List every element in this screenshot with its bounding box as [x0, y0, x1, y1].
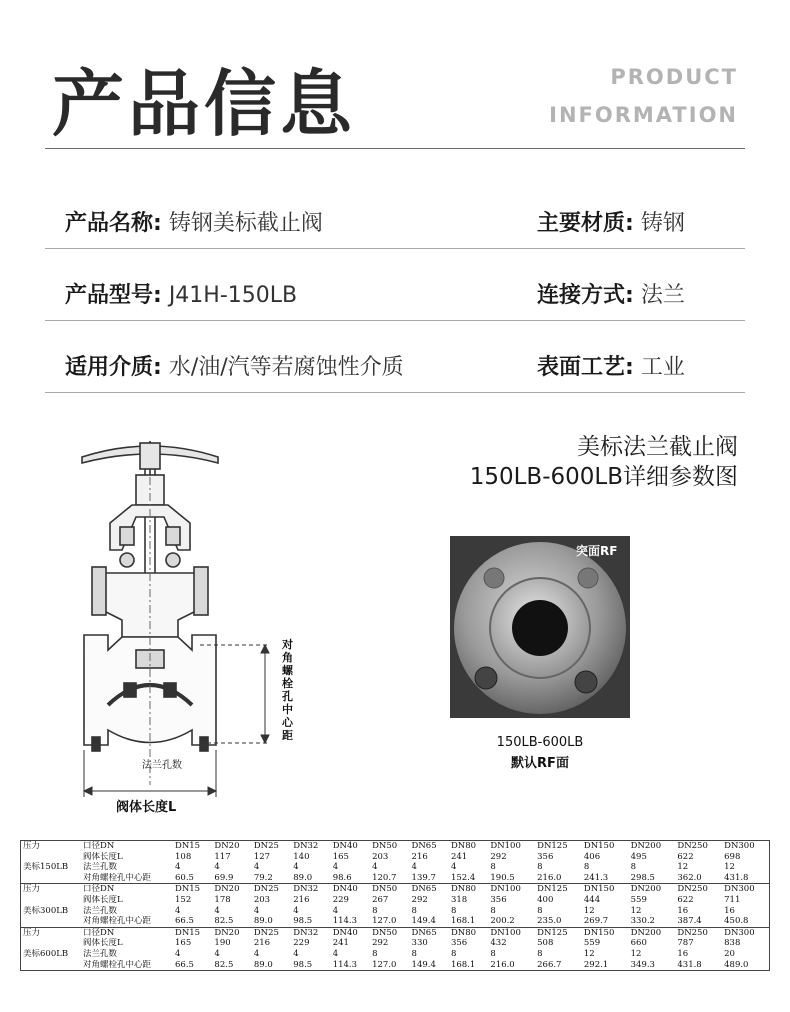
- table-cell: DN65: [410, 884, 449, 895]
- table-cell: 292.1: [583, 959, 609, 970]
- row-label-cell: 口径DN: [81, 927, 173, 938]
- pressure-class-cell: 美标600LB: [23, 948, 69, 959]
- table-cell: 16: [677, 948, 689, 959]
- material-label: 主要材质:: [537, 211, 634, 236]
- table-cell: 4: [332, 948, 339, 959]
- table-cell: 489.0: [724, 959, 749, 970]
- table-cell: 8: [630, 862, 637, 873]
- table-cell: 98.5: [293, 916, 313, 927]
- medium-value: 水/油/汽等若腐蚀性介质: [168, 355, 404, 380]
- table-row: [21, 852, 769, 863]
- table-cell: DN32: [291, 884, 330, 895]
- table-cell: DN125: [537, 841, 568, 851]
- table-cell: 444: [583, 894, 601, 905]
- table-cell: 12: [630, 948, 642, 959]
- table-cell: 330.2: [630, 916, 655, 927]
- table-cell: 8: [537, 862, 543, 873]
- table-cell: 79.2: [253, 872, 273, 883]
- table-row: [21, 927, 769, 938]
- table-cell: 406: [583, 851, 601, 862]
- dimension-label-holes: 法兰孔数: [142, 760, 182, 771]
- table-cell: 216: [253, 938, 271, 949]
- table-row: [21, 862, 769, 873]
- table-cell: DN25: [253, 841, 279, 851]
- table-row: [21, 841, 769, 852]
- row-label-cell: 口径DN: [81, 884, 173, 895]
- pressure-header-cell: 压力: [21, 927, 81, 938]
- table-cell: 127.0: [372, 916, 397, 927]
- table-cell: 838: [724, 938, 741, 949]
- table-row: [21, 949, 769, 960]
- model-label: 产品型号:: [65, 283, 162, 308]
- table-cell: 89.0: [253, 916, 273, 927]
- page-title: 产品信息: [52, 62, 357, 146]
- table-cell: DN25: [252, 884, 291, 895]
- table-cell: DN40: [331, 927, 370, 938]
- table-cell: DN15: [173, 927, 212, 938]
- table-cell: 108: [175, 851, 192, 862]
- product-name-value: 铸钢美标截止阀: [168, 211, 323, 236]
- surface-label: 表面工艺:: [537, 355, 634, 380]
- table-row: [21, 884, 769, 895]
- table-cell: DN300: [722, 927, 769, 938]
- table-cell: 787: [677, 938, 694, 949]
- table-cell: 12: [677, 862, 689, 873]
- table-cell: 114.3: [332, 916, 358, 927]
- table-row: [21, 906, 769, 917]
- table-cell: 16: [677, 905, 689, 916]
- table-cell: 698: [724, 851, 741, 862]
- table-cell: DN200: [630, 841, 662, 851]
- table-cell: 269.7: [583, 916, 609, 927]
- table-cell: 4: [332, 862, 339, 873]
- table-cell: 216: [293, 894, 310, 905]
- table-cell: DN125: [535, 927, 582, 938]
- table-cell: DN100: [488, 927, 535, 938]
- table-cell: 4: [214, 905, 220, 916]
- table-cell: 267: [372, 894, 389, 905]
- table-cell: 89.0: [253, 959, 273, 970]
- table-cell: DN300: [724, 841, 755, 851]
- table-cell: 4: [253, 948, 260, 959]
- photo-caption-line1: 150LB-600LB: [496, 735, 584, 750]
- table-row: [21, 916, 769, 927]
- row-label-cell: 阀体长度L: [83, 938, 123, 949]
- table-cell: 98.5: [293, 959, 313, 970]
- table-cell: DN40: [332, 841, 358, 851]
- table-cell: 12: [583, 948, 595, 959]
- table-cell: 114.3: [332, 959, 358, 970]
- table-cell: 203: [253, 894, 271, 905]
- row-label-cell: 对角螺栓孔中心距: [83, 959, 152, 970]
- table-cell: 356: [450, 938, 468, 949]
- table-cell: 4: [253, 905, 260, 916]
- table-cell: 431.8: [724, 872, 749, 883]
- table-cell: 8: [490, 862, 496, 873]
- table-cell: 12: [583, 905, 595, 916]
- table-cell: 431.8: [677, 959, 702, 970]
- table-cell: 241: [332, 938, 349, 949]
- table-cell: 450.8: [724, 916, 749, 927]
- table-cell: 127.0: [372, 959, 397, 970]
- table-cell: DN65: [411, 841, 437, 851]
- table-cell: DN20: [212, 927, 251, 938]
- table-cell: 400: [537, 894, 554, 905]
- table-cell: 4: [214, 862, 220, 873]
- table-cell: DN40: [331, 884, 370, 895]
- table-cell: 318: [450, 894, 468, 905]
- table-row: [21, 895, 769, 906]
- info-row-model: [45, 248, 745, 321]
- row-label-cell: 法兰孔数: [83, 862, 118, 873]
- table-cell: 559: [583, 938, 601, 949]
- table-cell: DN25: [252, 927, 291, 938]
- table-cell: 127: [253, 851, 271, 862]
- pressure-header-cell: 压力: [21, 884, 81, 895]
- table-cell: 165: [175, 938, 192, 949]
- table-cell: 140: [293, 851, 310, 862]
- table-cell: 216.0: [490, 959, 515, 970]
- info-row-name: [45, 176, 745, 249]
- table-cell: 356: [490, 894, 507, 905]
- pressure-header-cell: 压力: [23, 841, 41, 851]
- spec-table-grid: [21, 841, 769, 970]
- table-cell: 4: [293, 948, 299, 959]
- table-cell: 235.0: [537, 916, 562, 927]
- table-cell: 4: [293, 905, 299, 916]
- english-title: [549, 58, 738, 134]
- table-cell: 120.7: [372, 872, 397, 883]
- table-cell: DN50: [370, 927, 409, 938]
- table-cell: 168.1: [450, 916, 476, 927]
- table-cell: 8: [537, 905, 543, 916]
- table-cell: 149.4: [411, 916, 436, 927]
- table-cell: DN200: [629, 884, 676, 895]
- table-cell: 139.7: [411, 872, 436, 883]
- table-cell: 200.2: [490, 916, 515, 927]
- table-cell: 241.3: [583, 872, 609, 883]
- table-cell: 292: [411, 894, 428, 905]
- table-cell: DN200: [629, 927, 676, 938]
- table-cell: 12: [724, 862, 735, 873]
- table-cell: DN32: [291, 927, 330, 938]
- table-cell: 66.5: [175, 916, 194, 927]
- medium-label: 适用介质:: [65, 355, 162, 380]
- pressure-empty-cell: [21, 960, 81, 971]
- table-cell: 4: [175, 862, 181, 873]
- header-divider: [45, 148, 745, 149]
- table-cell: 622: [677, 894, 694, 905]
- table-cell: 152.4: [450, 872, 476, 883]
- table-cell: 8: [490, 948, 496, 959]
- table-cell: 362.0: [677, 872, 702, 883]
- table-cell: 8: [450, 948, 457, 959]
- table-cell: DN80: [449, 884, 488, 895]
- table-cell: 8: [450, 905, 457, 916]
- table-cell: DN20: [212, 884, 251, 895]
- table-cell: 4: [175, 905, 181, 916]
- table-cell: DN50: [372, 841, 398, 851]
- row-label-cell: 法兰孔数: [83, 948, 118, 959]
- pressure-empty-cell: [21, 895, 81, 906]
- table-cell: 98.6: [332, 872, 352, 883]
- table-cell: 4: [411, 862, 417, 873]
- table-row: [21, 960, 769, 971]
- flange-photo: [450, 536, 630, 718]
- flange-rf-illustration: [450, 536, 630, 718]
- row-label-cell: 对角螺栓孔中心距: [83, 916, 152, 927]
- table-cell: 4: [293, 862, 299, 873]
- pressure-empty-cell: [21, 916, 81, 927]
- valve-technical-drawing: [60, 405, 310, 820]
- table-cell: DN15: [175, 841, 201, 851]
- table-cell: 178: [214, 894, 231, 905]
- table-cell: 559: [630, 894, 647, 905]
- table-cell: 216: [411, 851, 428, 862]
- table-cell: DN150: [582, 927, 629, 938]
- table-cell: 495: [630, 851, 647, 862]
- table-row: [21, 938, 769, 949]
- table-cell: 8: [411, 948, 417, 959]
- table-cell: 387.4: [677, 916, 702, 927]
- photo-caption-line2: 默认RF面: [511, 756, 569, 771]
- english-title-line2: INFORMATION: [549, 103, 738, 127]
- model-value: J41H-150LB: [168, 283, 298, 308]
- table-cell: DN150: [583, 841, 615, 851]
- table-cell: 622: [677, 851, 694, 862]
- english-title-line1: PRODUCT: [610, 65, 738, 89]
- table-cell: 20: [724, 948, 735, 959]
- table-cell: 12: [630, 905, 642, 916]
- table-cell: DN250: [675, 884, 722, 895]
- surface-value: 工业: [640, 355, 685, 380]
- table-cell: 229: [332, 894, 349, 905]
- table-cell: 8: [583, 862, 590, 873]
- product-name-label: 产品名称:: [65, 211, 162, 236]
- table-row: [21, 873, 769, 884]
- table-cell: 8: [537, 948, 543, 959]
- table-cell: 4: [175, 948, 181, 959]
- material-value: 铸钢: [640, 211, 685, 236]
- table-cell: 298.5: [630, 872, 655, 883]
- connection-label: 连接方式:: [537, 283, 634, 308]
- pressure-empty-cell: [21, 938, 81, 949]
- table-cell: 152: [175, 894, 192, 905]
- table-cell: 89.0: [293, 872, 313, 883]
- table-cell: 8: [411, 905, 417, 916]
- dimension-label-length: 阀体长度L: [116, 800, 177, 815]
- table-cell: 4: [214, 948, 220, 959]
- table-cell: DN80: [450, 841, 477, 851]
- table-cell: DN150: [582, 884, 629, 895]
- row-label-cell: 对角螺栓孔中心距: [83, 872, 152, 883]
- table-cell: 16: [724, 905, 735, 916]
- pressure-empty-cell: [21, 873, 81, 884]
- table-cell: 4: [253, 862, 260, 873]
- table-cell: 432: [490, 938, 507, 949]
- table-cell: 4: [332, 905, 339, 916]
- table-cell: 82.5: [214, 916, 234, 927]
- table-cell: 60.5: [175, 872, 194, 883]
- table-cell: 8: [372, 948, 378, 959]
- table-cell: 330: [411, 938, 428, 949]
- pressure-empty-cell: [21, 852, 81, 863]
- table-cell: 508: [537, 938, 554, 949]
- photo-label-rf: 突面RF: [576, 544, 618, 558]
- table-cell: 241: [450, 851, 468, 862]
- table-cell: DN50: [370, 884, 409, 895]
- table-cell: DN250: [677, 841, 708, 851]
- table-cell: DN20: [214, 841, 240, 851]
- table-cell: 216.0: [537, 872, 562, 883]
- table-cell: 69.9: [214, 872, 234, 883]
- table-cell: 266.7: [537, 959, 562, 970]
- section-title-line2: 150LB-600LB详细参数图: [469, 464, 738, 490]
- table-cell: 292: [490, 851, 507, 862]
- table-cell: DN100: [488, 884, 535, 895]
- table-cell: 356: [537, 851, 554, 862]
- table-cell: 711: [724, 894, 741, 905]
- table-cell: DN125: [535, 884, 582, 895]
- section-title-line1: 美标法兰截止阀: [577, 434, 738, 460]
- table-cell: 149.4: [411, 959, 436, 970]
- table-cell: 660: [630, 938, 647, 949]
- row-label-cell: 口径DN: [83, 841, 115, 851]
- table-cell: 168.1: [450, 959, 476, 970]
- table-cell: 229: [293, 938, 310, 949]
- table-cell: 190.5: [490, 872, 515, 883]
- info-row-medium: [45, 320, 745, 393]
- table-cell: DN65: [410, 927, 449, 938]
- connection-value: 法兰: [640, 283, 685, 308]
- row-label-cell: 阀体长度L: [83, 851, 123, 862]
- table-cell: 82.5: [214, 959, 234, 970]
- table-cell: DN300: [722, 884, 769, 895]
- table-cell: 4: [372, 862, 378, 873]
- table-cell: 165: [332, 851, 349, 862]
- table-cell: 292: [372, 938, 389, 949]
- pressure-class-cell: 美标300LB: [23, 905, 69, 916]
- table-cell: 190: [214, 938, 231, 949]
- row-label-cell: 法兰孔数: [83, 905, 118, 916]
- table-cell: DN100: [490, 841, 521, 851]
- table-cell: 203: [372, 851, 389, 862]
- row-label-cell: 阀体长度L: [83, 894, 123, 905]
- table-cell: 66.5: [175, 959, 194, 970]
- table-cell: 8: [490, 905, 496, 916]
- table-cell: 4: [450, 862, 457, 873]
- pressure-class-cell: 美标150LB: [23, 862, 69, 873]
- table-cell: 117: [214, 851, 231, 862]
- table-cell: DN80: [449, 927, 488, 938]
- dimension-label-diagonal: 对角螺栓孔中心距: [282, 638, 293, 742]
- table-cell: 349.3: [630, 959, 655, 970]
- spec-table: [20, 840, 770, 971]
- table-cell: DN250: [675, 927, 722, 938]
- table-cell: DN32: [293, 841, 319, 851]
- table-cell: DN15: [173, 884, 212, 895]
- table-cell: 8: [372, 905, 378, 916]
